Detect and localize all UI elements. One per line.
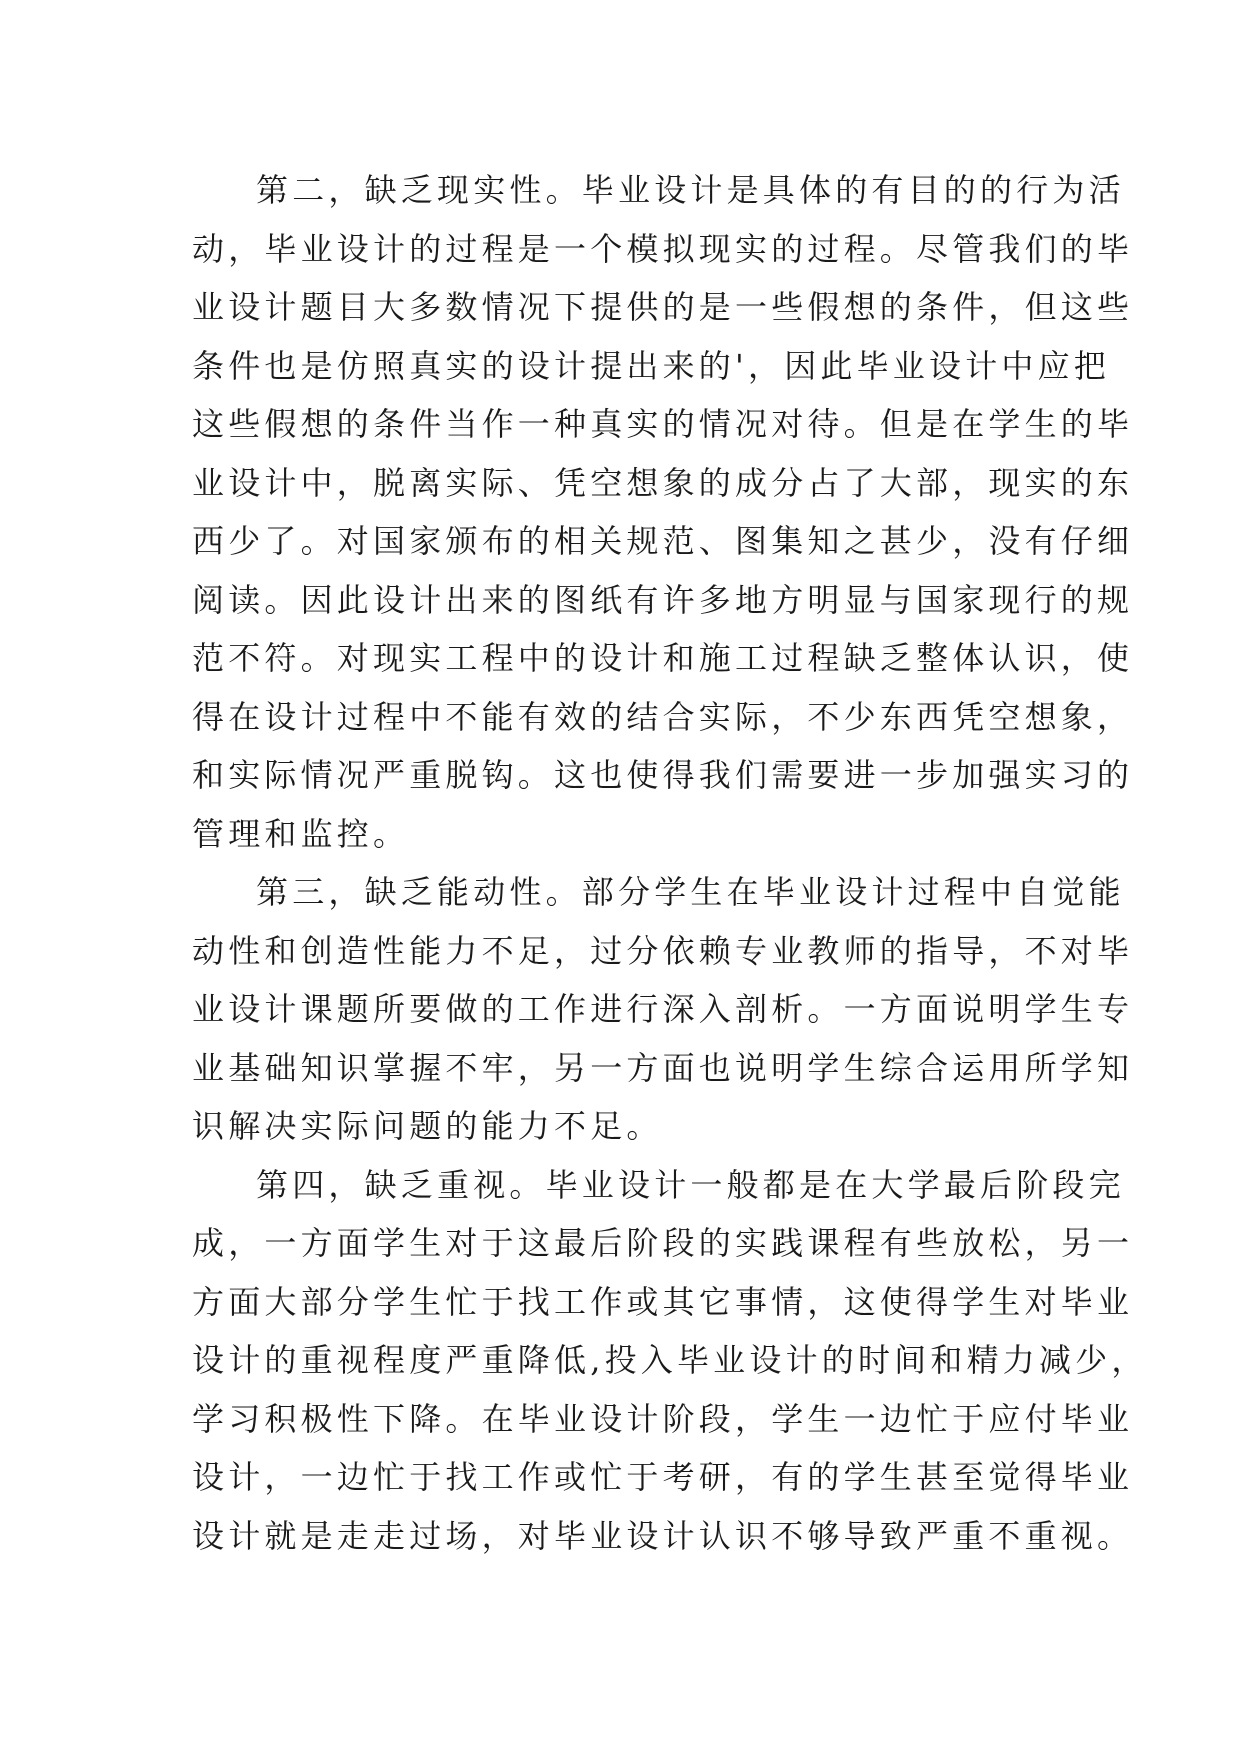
text-line: 业设计题目大多数情况下提供的是一些假想的条件，但这些 <box>192 288 1134 326</box>
text-line: 学习积极性下降。在毕业设计阶段，学生一边忙于应付毕业 <box>192 1399 1134 1438</box>
text-line: 阅读。因此设计出来的图纸有许多地方明显与国家现行的规 <box>192 580 1134 619</box>
text-line: 业设计课题所要做的工作进行深入剖析。一方面说明学生专 <box>192 990 1134 1028</box>
text-line: 条件也是仿照真实的设计提出来的'，因此毕业设计中应把 <box>192 346 1110 385</box>
text-line: 第二，缺乏现实性。毕业设计是具体的有目的的行为活 <box>256 171 1125 209</box>
text-line: 西少了。对国家颁布的相关规范、图集知之甚少，没有仔细 <box>192 522 1134 560</box>
text-line: 第三，缺乏能动性。部分学生在毕业设计过程中自觉能 <box>256 873 1125 911</box>
text-line: 设计就是走走过场，对毕业设计认识不够导致严重不重视。 <box>192 1516 1134 1555</box>
text-line: 得在设计过程中不能有效的结合实际，不少东西凭空想象， <box>192 697 1134 736</box>
text-line: 管理和监控。 <box>192 814 410 853</box>
text-line: 设计，一边忙于找工作或忙于考研，有的学生甚至觉得毕业 <box>192 1458 1134 1496</box>
text-line: 和实际情况严重脱钩。这也使得我们需要进一步加强实习的 <box>192 756 1134 794</box>
paragraph-lack-of-realism <box>192 161 1134 863</box>
text-line: 范不符。对现实工程中的设计和施工过程缺乏整体认识，使 <box>192 639 1134 677</box>
text-line: 第四，缺乏重视。毕业设计一般都是在大学最后阶段完 <box>256 1165 1125 1204</box>
paragraph-lack-of-initiative <box>192 863 1134 1156</box>
body-text <box>192 161 1148 1565</box>
text-line: 动，毕业设计的过程是一个模拟现实的过程。尽管我们的毕 <box>192 229 1134 268</box>
text-line: 业设计中，脱离实际、凭空想象的成分占了大部，现实的东 <box>192 463 1134 502</box>
text-line: 识解决实际问题的能力不足。 <box>192 1107 663 1145</box>
text-line: 设计的重视程度严重降低,投入毕业设计的时间和精力减少， <box>192 1341 1148 1379</box>
paragraph-lack-of-attention <box>192 1156 1148 1566</box>
text-line: 成，一方面学生对于这最后阶段的实践课程有些放松，另一 <box>192 1224 1134 1262</box>
text-line: 方面大部分学生忙于找工作或其它事情，这使得学生对毕业 <box>192 1282 1134 1321</box>
text-line: 这些假想的条件当作一种真实的情况对待。但是在学生的毕 <box>192 405 1134 443</box>
text-line: 动性和创造性能力不足，过分依赖专业教师的指导，不对毕 <box>192 931 1134 970</box>
text-line: 业基础知识掌握不牢，另一方面也说明学生综合运用所学知 <box>192 1048 1134 1087</box>
